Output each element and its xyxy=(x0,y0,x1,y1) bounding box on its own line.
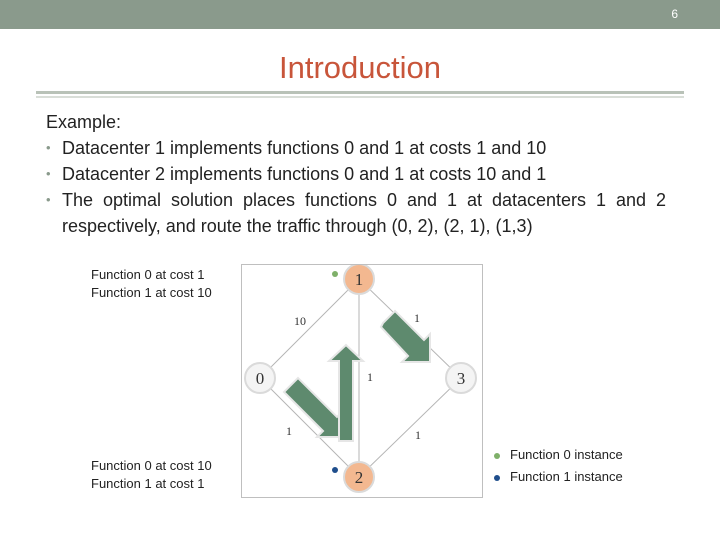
edge-cost-label: 1 xyxy=(286,424,292,438)
node-label: 2 xyxy=(354,468,364,487)
green-dot-icon xyxy=(494,453,500,459)
slide-body xyxy=(46,109,666,239)
network-graph xyxy=(242,265,482,497)
datacenter-2-costs xyxy=(91,457,212,493)
title-divider-thin xyxy=(36,96,684,98)
legend-item-function-1 xyxy=(494,469,623,484)
bullet-text: Datacenter 2 implements functions 0 and 1 at costs 10 and 1 xyxy=(62,164,547,184)
edge-2-3 xyxy=(359,378,461,477)
bullet-marker: • xyxy=(46,192,51,207)
example-heading: Example: xyxy=(46,112,122,132)
annotation-line: Function 0 at cost 1 xyxy=(91,267,205,282)
traffic-arrow-0-to-2 xyxy=(284,378,343,437)
annotation-line: Function 0 at cost 10 xyxy=(91,458,212,473)
bullet-marker: • xyxy=(46,140,51,155)
traffic-arrow-1-to-3 xyxy=(381,311,430,362)
legend-label: Function 1 instance xyxy=(510,469,623,484)
edge-cost-label: 10 xyxy=(294,314,306,328)
bullet-text: Datacenter 1 implements functions 0 and 1 at costs 1 and 10 xyxy=(62,138,547,158)
annotation-line: Function 1 at cost 10 xyxy=(91,285,212,300)
node-label: 0 xyxy=(255,369,265,388)
function-0-instance-marker xyxy=(332,271,338,277)
node-label: 3 xyxy=(456,369,466,388)
bullet-text: The optimal solution places functions 0 and 1 at datacenters 1 and 2 respectively, and route the traffic through (0, 2), (2, 1), (1,3) xyxy=(62,190,666,236)
bullet-item xyxy=(46,135,666,161)
function-1-instance-marker xyxy=(332,467,338,473)
legend-label: Function 0 instance xyxy=(510,447,623,462)
datacenter-1-costs xyxy=(91,266,212,302)
edge-cost-label: 1 xyxy=(415,428,421,442)
bullet-item xyxy=(46,187,666,239)
edge-cost-label: 1 xyxy=(367,370,373,384)
edge-cost-label: 1 xyxy=(414,311,420,325)
network-diagram xyxy=(241,264,483,498)
legend-item-function-0 xyxy=(494,447,623,462)
bullet-marker: • xyxy=(46,166,51,181)
slide-title: Introduction xyxy=(279,50,441,85)
annotation-line: Function 1 at cost 1 xyxy=(91,476,205,491)
top-bar xyxy=(0,0,720,29)
bullet-item xyxy=(46,161,666,187)
title-divider xyxy=(36,91,684,94)
blue-dot-icon xyxy=(494,475,500,481)
slide-number: 6 xyxy=(671,7,678,21)
node-label: 1 xyxy=(354,270,364,289)
